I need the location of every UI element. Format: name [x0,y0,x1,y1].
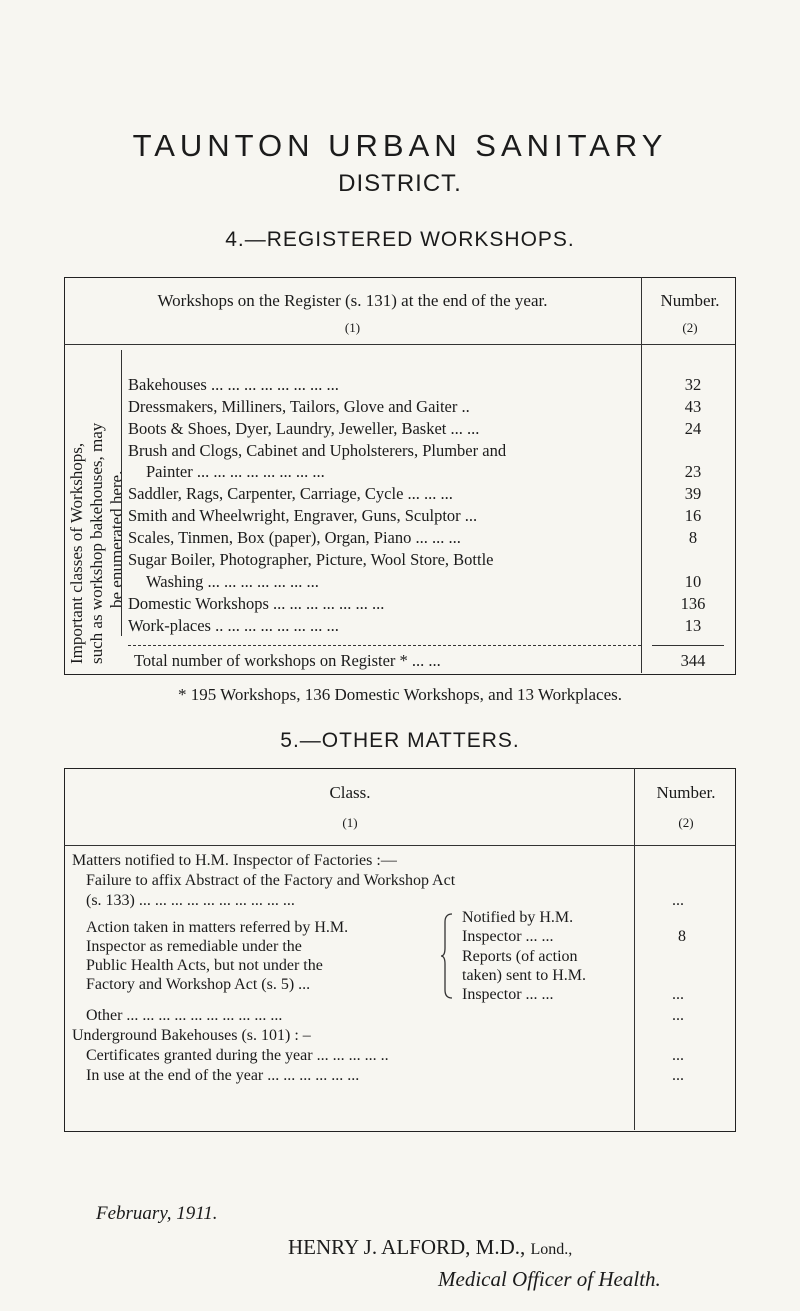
section5-heading: 5.—OTHER MATTERS. [280,729,520,752]
header-divider [64,344,735,345]
signature-degree: Lond., [530,1241,573,1258]
side-brace-line [121,350,122,636]
workshop-value: 16 [684,506,702,525]
certificates-line: Certificates granted during the year ... ... ... ... .. [86,1047,389,1064]
footnote: * 195 Workshops, 136 Domestic Workshops, and 13 Workplaces. [177,685,622,704]
workshop-value: 24 [684,419,702,438]
action-line-1: Action taken in matters referred by H.M. [86,919,349,936]
workshop-row: Brush and Clogs, Cabinet and Upholsterers, Plumber and [128,441,507,460]
signature [288,1235,572,1260]
report-date: February, 1911. [96,1203,218,1224]
certificates-value: ... [672,1047,684,1064]
page-subtitle: DISTRICT. [338,170,462,197]
action-line-2: Inspector as remediable under the [86,938,302,955]
class-header: Class. [329,783,371,802]
number-number: (2) [678,815,694,830]
workshop-row: Bakehouses ... ... ... ... ... ... ... ... [128,375,339,394]
workshop-row: Painter ... ... ... ... ... ... ... ... [146,462,325,481]
workshop-row: Dressmakers, Milliners, Tailors, Glove and Gaiter .. [128,397,470,416]
col2-header: Number. [660,291,720,310]
workshop-value: 10 [684,572,702,591]
action-line-3: Public Health Acts, but not under the [86,957,323,974]
reports-line-3: Inspector ... ... [462,986,554,1003]
col1-header: Workshops on the Register (s. 131) at the end of the year. [157,291,548,310]
section-133: (s. 133) ... ... ... ... ... ... ... ... ... ... [86,892,295,909]
col1-number: (1) [344,320,361,335]
class-number: (1) [342,815,358,830]
section4-heading: 4.—REGISTERED WORKSHOPS. [225,228,575,251]
section-133-value: ... [672,892,684,909]
workshop-row: Sugar Boiler, Photographer, Picture, Wool Store, Bottle [128,550,494,569]
failure-to-affix: Failure to affix Abstract of the Factory and Workshop Act [86,872,456,889]
total-divider [128,645,641,646]
side-label-2: such as workshop bakehouses, may [87,422,106,664]
workshop-row: Scales, Tinmen, Box (paper), Organ, Piano ... ... ... [128,528,461,547]
action-brace [440,912,454,1000]
side-label-3: be enumerated here. [107,470,126,608]
signature-name: HENRY J. ALFORD, M.D., [288,1235,531,1259]
notified-value: 8 [678,928,686,945]
col2-number: (2) [682,320,698,335]
workshop-row: Washing ... ... ... ... ... ... ... [146,572,319,591]
workshop-value: 43 [684,397,702,416]
notified-line-1: Notified by H.M. [462,909,574,926]
workshop-row: Smith and Wheelwright, Engraver, Guns, Sculptor ... [128,506,478,525]
workshop-row: Saddler, Rags, Carpenter, Carriage, Cycle ... ... ... [128,484,453,503]
reports-value: ... [672,986,684,1003]
other-column-divider [634,768,635,1130]
workshop-value: 23 [684,462,702,481]
total-value: 344 [680,651,706,670]
page-title: TAUNTON URBAN SANITARY [132,128,668,163]
total-label: Total number of workshops on Register * ... ... [134,651,441,670]
total-num-divider [652,645,724,646]
reports-line-2: taken) sent to H.M. [462,967,586,984]
workshop-row: Domestic Workshops ... ... ... ... ... ... ... [128,594,385,613]
workshop-value: 32 [684,375,702,394]
workshop-value: 39 [684,484,702,503]
workshop-row: Boots & Shoes, Dyer, Laundry, Jeweller, Basket ... ... [128,419,480,438]
workshop-value: 136 [680,594,706,613]
in-use-line: In use at the end of the year ... ... ... ... ... ... [86,1067,360,1084]
workshop-row: Work-places .. ... ... ... ... ... ... ... [128,616,339,635]
officer-title: Medical Officer of Health. [438,1267,661,1291]
workshop-value: 13 [684,616,702,635]
matters-notified: Matters notified to H.M. Inspector of Factories :— [72,852,397,869]
side-label-1: Important classes of Workshops, [67,442,86,664]
action-line-4: Factory and Workshop Act (s. 5) ... [86,976,311,993]
other-value: ... [672,1007,684,1024]
underground-bakehouses: Underground Bakehouses (s. 101) : – [72,1027,311,1044]
other-line: Other ... ... ... ... ... ... ... ... ... ... [86,1007,283,1024]
number-header: Number. [656,783,716,802]
in-use-value: ... [672,1067,684,1084]
workshop-value: 8 [688,528,698,547]
notified-line-2: Inspector ... ... [462,928,554,945]
reports-line-1: Reports (of action [462,948,578,965]
